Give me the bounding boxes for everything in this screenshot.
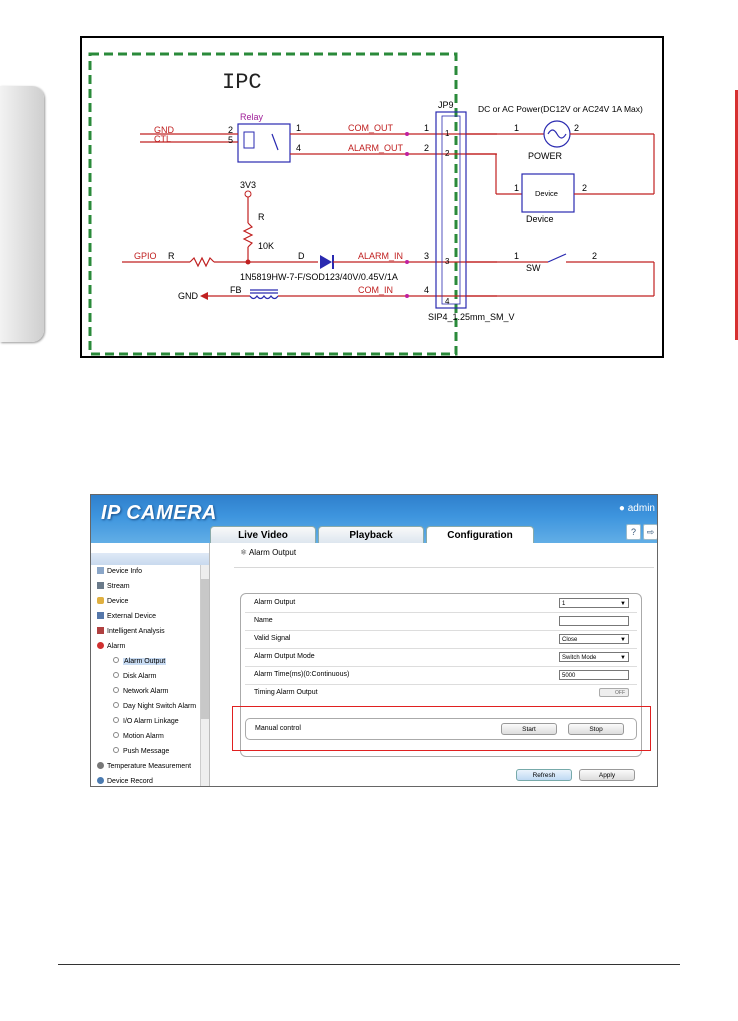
net-pin-4: 4 [424,285,430,295]
manual-control-highlight [232,706,651,751]
relay-contact [272,134,278,150]
tree-item-push-message[interactable]: Push Message [113,747,169,755]
relay-pin-5: 5 [228,135,234,145]
user-name: admin [627,503,655,514]
folder-icon [97,597,104,604]
tab-playback[interactable]: Playback [318,526,424,543]
user-account[interactable] [619,503,655,514]
power-label: POWER [528,151,563,161]
ext-pin-1a: 1 [514,123,520,133]
bullet-icon [113,747,119,753]
device-box-label: Device [535,189,558,198]
net-pin-2: 2 [424,143,430,153]
wiring-diagram [80,36,664,358]
tree-item-day-night-switch-alarm[interactable]: Day Night Switch Alarm [113,702,196,710]
logout-icon[interactable]: ⇨ [643,524,658,540]
scrollbar-thumb[interactable] [201,579,209,719]
diode-symbol [320,255,332,269]
alarm-icon [97,642,104,649]
plug-icon [97,612,104,619]
ctl-label: CTL [154,134,172,144]
gnd2-label: GND [178,291,198,301]
tree-item-disk-alarm[interactable]: Disk Alarm [113,672,156,680]
gpio-resistor [190,258,214,266]
wiring-diagram-svg [82,38,666,360]
alarm-time-label: Alarm Time(ms)(0:Continuous) [254,671,350,678]
valid-signal-label: Valid Signal [254,635,291,642]
ext-pin-2a: 2 [574,123,580,133]
name-input[interactable] [559,616,629,626]
fb-label: FB [230,285,242,295]
sw-label: SW [526,263,541,273]
page-title: ⚛ Alarm Output [240,548,297,557]
alarm-output-select[interactable]: 1 ▼ [559,598,629,608]
gpio-r-label: R [168,251,175,261]
title-divider [234,567,654,568]
jp-pin-1: 1 [445,129,450,138]
tree-item-alarm[interactable]: Alarm [97,642,125,650]
row-alarm-output [245,594,637,613]
connector-part: SIP4_1.25mm_SM_V [428,312,515,322]
com-out-label: COM_OUT [348,123,393,133]
name-label: Name [254,617,273,624]
row-timing-alarm-output [245,684,637,702]
chevron-down-icon: ▼ [620,601,626,607]
relay-pin-1: 1 [296,123,302,133]
tree-item-io-alarm-linkage[interactable]: I/O Alarm Linkage [113,717,179,725]
ext-pin-2b: 2 [582,183,588,193]
row-valid-signal [245,630,637,649]
bullet-icon [113,672,119,678]
apply-button[interactable]: Apply [579,769,635,781]
tree-item-stream[interactable]: Stream [97,582,130,590]
chevron-down-icon: ▼ [620,655,626,661]
pullup-r-value: 10K [258,241,275,251]
ext-pin-1c: 1 [514,251,520,261]
net-pin-3: 3 [424,251,430,261]
bullet-icon [113,732,119,738]
document-icon [97,567,104,574]
bullet-icon [113,687,119,693]
app-logo: IP CAMERA [101,502,217,524]
tree-item-motion-alarm[interactable]: Motion Alarm [113,732,164,740]
jp-pin-3: 3 [445,257,450,266]
row-alarm-output-mode [245,648,637,667]
sidebar-header [91,553,209,565]
row-name [245,612,637,631]
tab-live-video[interactable]: Live Video [210,526,316,543]
ferrite-bead [250,296,278,299]
alarm-output-mode-select[interactable]: Switch Mode ▼ [559,652,629,662]
footer-rule [58,964,680,965]
tab-configuration[interactable]: Configuration [426,526,534,544]
manual-control-label: Manual control [255,725,301,732]
gnd-arrow [200,292,208,300]
net-pin-1: 1 [424,123,430,133]
alarm-output-icon: ⚛ [240,548,248,557]
bullet-icon [113,702,119,708]
relay-pin-4: 4 [296,143,302,153]
relay-coil [244,132,254,148]
pullup-r-label: R [258,212,265,222]
gnd-label: GND [154,125,174,135]
diode-d-label: D [298,251,305,261]
com-in-label: COM_IN [358,285,394,295]
refresh-button[interactable]: Refresh [516,769,572,781]
alarm-in-label: ALARM_IN [358,251,404,261]
power-desc: DC or AC Power(DC12V or AC24V 1A Max) [478,104,643,114]
tree-item-alarm-output[interactable]: Alarm Output [113,657,166,665]
alarm-output-label: Alarm Output [254,599,296,606]
ext-pin-1b: 1 [514,183,520,193]
diode-part: 1N5819HW-7-F/SOD123/40V/0.45V/1A [240,272,398,282]
help-icon[interactable]: ? [626,524,641,540]
ext-pin-2c: 2 [592,251,598,261]
film-icon [97,582,104,589]
record-icon [97,777,104,784]
v3v3-label: 3V3 [240,180,257,190]
sidebar-scrollbar[interactable] [200,565,209,787]
person-icon [97,627,104,634]
tree-item-device-info[interactable]: Device Info [97,567,142,575]
header-banner [91,495,657,543]
chapter-side-tab [0,86,44,342]
config-sidebar [91,543,210,787]
relay-pin-2: 2 [228,125,234,135]
timing-alarm-output-toggle[interactable]: OFF [599,688,629,697]
jp-pin-4: 4 [445,297,450,306]
bullet-icon [113,657,119,663]
tree-item-temperature-measurement[interactable]: Temperature Measurement [97,762,191,770]
relay-label: Relay [240,112,264,122]
tree-item-intelligent-analysis[interactable]: Intelligent Analysis [97,627,165,635]
device-label: Device [526,214,554,224]
jp-pin-2: 2 [445,149,450,158]
user-icon: ● [618,503,625,514]
valid-signal-select[interactable]: Close ▼ [559,634,629,644]
ipc-boundary [90,54,456,354]
tree-item-device-record[interactable]: Device Record [97,777,153,785]
switch-symbol [548,254,566,262]
relay-box [238,124,290,162]
jp9-label: JP9 [438,100,454,110]
row-alarm-time [245,666,637,685]
ip-camera-screenshot [90,494,658,787]
alarm-time-input[interactable]: 5000 [559,670,629,680]
jp9-connector [436,112,466,308]
ipc-title: IPC [222,70,262,95]
timing-alarm-output-label: Timing Alarm Output [254,689,318,696]
gpio-label: GPIO [134,251,157,261]
chevron-down-icon: ▼ [620,637,626,643]
start-button[interactable]: Start [501,723,557,735]
tree-item-device[interactable]: Device [97,597,128,605]
alarm-output-mode-label: Alarm Output Mode [254,653,315,660]
thermometer-icon [97,762,104,769]
stop-button[interactable]: Stop [568,723,624,735]
tree-item-network-alarm[interactable]: Network Alarm [113,687,169,695]
bullet-icon [113,717,119,723]
tree-item-external-device[interactable]: External Device [97,612,156,620]
pullup-resistor [244,223,252,247]
alarm-out-label: ALARM_OUT [348,143,404,153]
